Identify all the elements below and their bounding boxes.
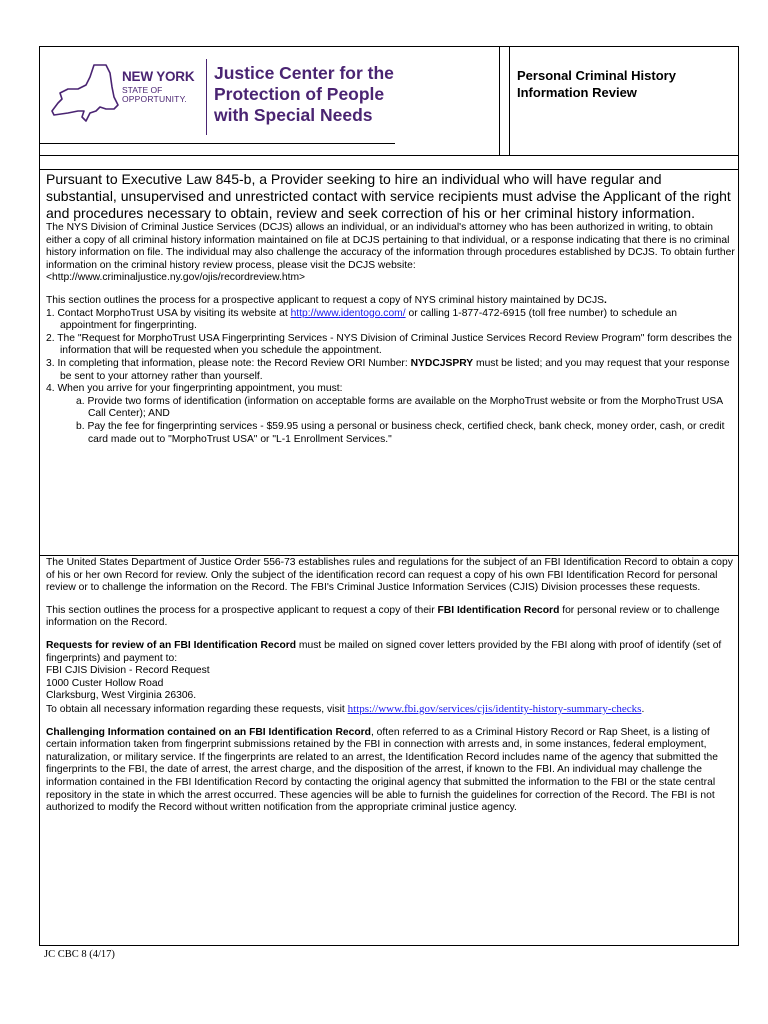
opportunity-text: OPPORTUNITY. (122, 94, 187, 104)
challenging-heading: Challenging Information contained on an FBI Identification Record (46, 726, 371, 738)
agency-name (214, 63, 414, 126)
step-3 (46, 358, 736, 383)
dcjs-outline-period: . (604, 294, 607, 306)
requests-text: must be mailed on signed cover letters provided by the FBI along with proof of identify (set of fingerprints) and payment to: (46, 639, 722, 664)
doj-paragraph: The United States Department of Justice Order 556-73 establishes rules and regulations for the subject of an FBI Identification Record to obtain a copy of his or her own Record for review. Only the subject of the identification record can request a copy of his own FBI Identification Record for personal review or to challenge the information on the Record. The FBI's Criminal Justice Information Services (CJIS) Division processes these requests. (46, 557, 733, 594)
form-title-line2: Information Review (517, 85, 637, 100)
justice-center-logo (50, 57, 400, 147)
logo-underline (40, 143, 395, 144)
challenging-paragraph (46, 727, 736, 815)
fbi-section (46, 557, 736, 815)
step-4: 4. When you arrive for your fingerprinting appointment, you must: (46, 383, 343, 395)
step-3-text-end: must be listed; and you may request that your response be sent to your attorney rather than yourself. (60, 357, 730, 382)
address-line-2: 1000 Custer Hollow Road (46, 677, 164, 689)
step-3-text: 3. In completing that information, please note: the Record Review ORI Number: (46, 357, 411, 369)
logo-divider (206, 59, 207, 135)
state-of-text: STATE OF (122, 85, 163, 95)
step-1-text: 1. Contact MorphoTrust USA by visiting its website at (46, 307, 291, 319)
fbi-outline-text-end: for personal review or to challenge information on the Record. (46, 604, 720, 629)
dcjs-outline-text: This section outlines the process for a prospective applicant to request a copy of NYS criminal history maintained by DCJS (46, 294, 605, 306)
challenging-text: , often referred to as a Criminal History Record or Rap Sheet, is a listing of certain information taken from fingerprint submissions retained by the FBI in connection with arrests and, in some instances, federal employment, naturalization, or military service. If the fingerprints are related to an arrest, the Identification Record includes name of the agency that submitted the fingerprints to the FBI, the date of arrest, the arrest charge, and the disposition of the arrest, if known to the FBI. An individual may challenge the information contained in the FBI Identification Record by contacting the original agency that submitted the information to the FBI or the state central repository in the state in which the arrest occurred. These agencies will be able to furnish the guidelines for correction of the Record. The FBI is not authorized to modify the Record without written notification from the appropriate criminal justice agency. (46, 726, 718, 814)
agency-name-line1: Justice Center for the (214, 63, 394, 83)
form-title-line1: Personal Criminal History (517, 68, 676, 83)
header-bottom-rule (40, 155, 738, 156)
fbi-outline-text: This section outlines the process for a prospective applicant to request a copy of their (46, 604, 438, 616)
agency-name-line2: Protection of People (214, 84, 385, 104)
address-line-1: FBI CJIS Division - Record Request (46, 665, 210, 677)
dcjs-paragraph: The NYS Division of Criminal Justice Services (DCJS) allows an individual, or an individual's attorney who has been authorized in writing, to obtain either a copy of all criminal history information maintained on file at DCJS pertaining to that individual, or a response indicating that there is no criminal history information on file. The individual may also challenge the accuracy of the information through procedures established by DCJS. To obtain further information on the criminal history review process, please visit the DCJS website: (46, 222, 735, 271)
ori-number: NYDCJSPRY (410, 357, 474, 369)
new-york-state-map-icon (50, 63, 120, 125)
obtain-period: . (641, 703, 645, 715)
step-4b: b. Pay the fee for fingerprinting services - $59.95 using a personal or business check, certified check, bank check, money order, cash, or credit card made out to "MorphoTrust USA" or "L-1 Enrollment Services." (76, 420, 725, 445)
requests-paragraph (46, 640, 736, 665)
step-4a: a. Provide two forms of identification (information on acceptable forms are available on the MorphoTrust website or from the MorphoTrust USA Call Center); AND (76, 395, 723, 420)
new-york-wordmark: NEW YORK (122, 69, 195, 84)
step-1 (46, 308, 736, 333)
address-line-3: Clarksburg, West Virginia 26306. (46, 690, 197, 702)
dcjs-section (46, 171, 736, 446)
fbi-identity-history-link[interactable]: https://www.fbi.gov/services/cjis/identity-history-summary-checks (347, 702, 642, 715)
obtain-paragraph (46, 703, 736, 717)
fbi-outline-paragraph (46, 605, 736, 630)
step-1-text-end: or calling 1-877-472-6915 (toll free number) to schedule an appointment for fingerprinting. (60, 307, 677, 332)
dcjs-website-link[interactable]: <http://www.criminaljustice.ny.gov/ojis/recordreview.htm> (46, 272, 306, 284)
header-divider-1 (499, 47, 500, 155)
form-id: JC CBC 8 (4/17) (44, 949, 115, 960)
form-frame (39, 46, 739, 946)
fbi-outline-bold: FBI Identification Record (437, 604, 560, 616)
agency-name-line3: with Special Needs (214, 105, 373, 125)
identogo-link[interactable]: http://www.identogo.com/ (290, 307, 406, 319)
obtain-text: To obtain all necessary information regarding these requests, visit (46, 703, 348, 715)
spacer-row-rule (40, 169, 738, 170)
header-divider-2 (509, 47, 510, 155)
dcjs-outline-paragraph (46, 295, 736, 308)
intro-paragraph: Pursuant to Executive Law 845-b, a Provider seeking to hire an individual who will have regular and substantial, unsupervised and unrestricted contact with service recipients must advise the Applicant of the right and procedures necessary to obtain, review and seek correction of his or her criminal history information. (46, 171, 731, 221)
section-divider (40, 555, 738, 556)
step-2: 2. The "Request for MorphoTrust USA Fingerprinting Services - NYS Division of Criminal Justice Services Record Review Program" form describes the information that will be requested when you schedule the appointment. (46, 332, 733, 357)
requests-heading: Requests for review of an FBI Identification Record (46, 639, 297, 651)
form-title (517, 67, 717, 101)
